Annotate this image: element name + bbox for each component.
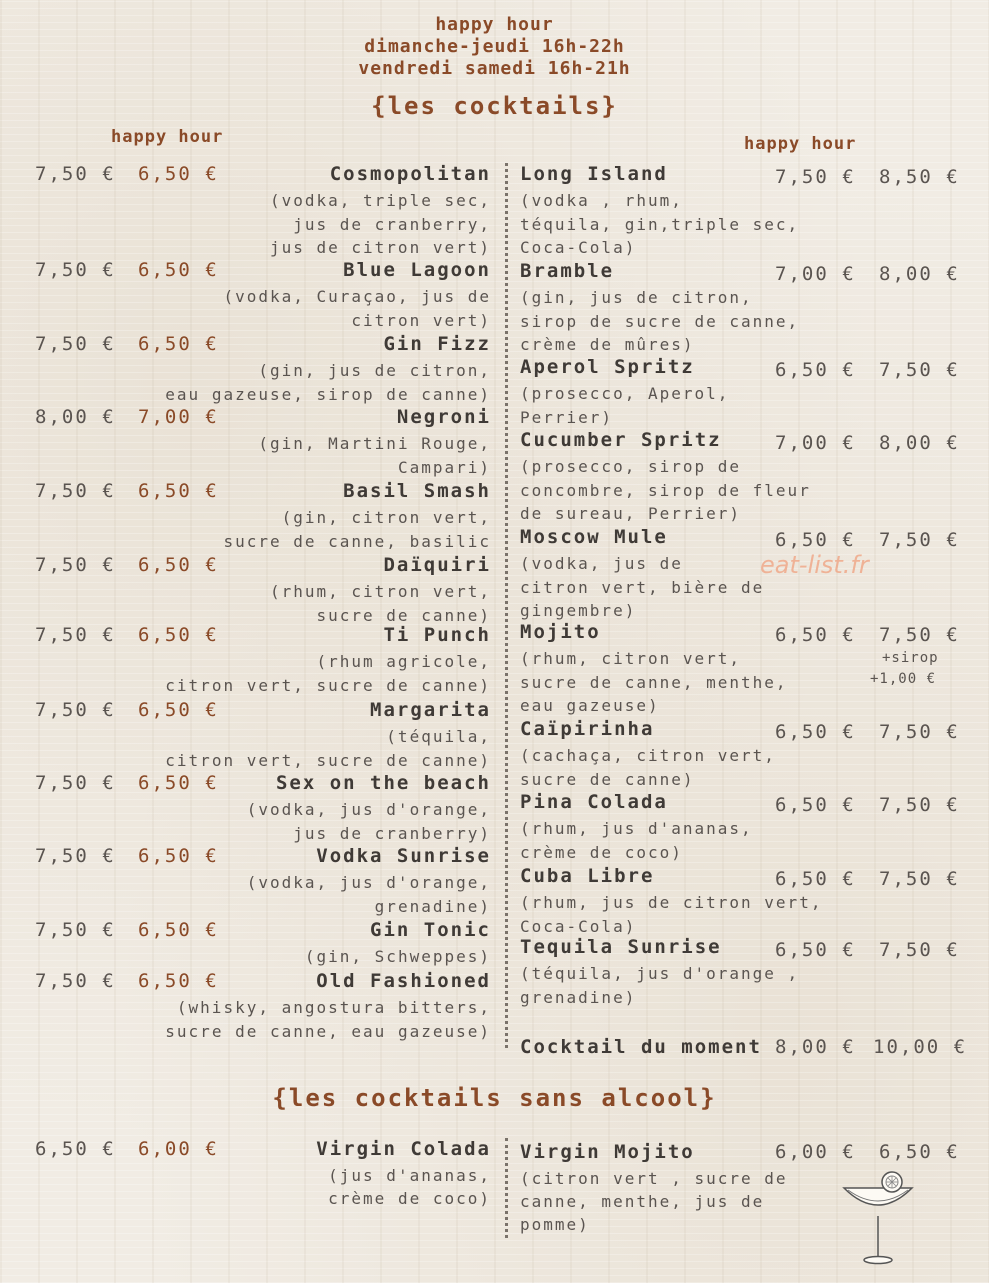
cocktail-description: (téquila, jus d'orange , [520,964,800,983]
cocktail-happy-price: 6,50 € [138,259,219,281]
cocktail-description: jus de cranberry, [293,214,491,234]
cocktail-name: Sex on the beach [275,772,491,794]
cocktail-happy-price: 6,50 € [138,772,219,794]
virgin-colada-desc-2: crème de coco) [328,1189,491,1208]
cocktail-price: 7,50 € [35,970,116,992]
cocktail-description: (gin, citron vert, [281,508,491,527]
cocktail-description: grenadine) [520,987,637,1007]
cocktail-happy-price: 6,50 € [138,480,219,502]
cocktail-description: (rhum, jus de citron vert, [520,893,823,912]
cocktail-happy-price: 7,00 € [138,406,219,428]
cocktail-description: grenadine) [374,896,491,916]
cocktail-price: 7,50 € [35,699,116,721]
cocktail-price: 8,00 € [879,432,960,454]
virgin-colada-happy-price: 6,00 € [138,1138,219,1160]
cocktail-price: 7,50 € [35,919,116,941]
cocktail-description: citron vert, bière de [520,577,765,597]
cocktail-name: Blue Lagoon [343,259,491,281]
cocktail-name: Ti Punch [383,624,491,646]
cocktail-name: Pina Colada [520,791,668,813]
cocktail-name: Caïpirinha [520,718,655,740]
syrup-extra-label: +sirop [882,650,939,666]
virgin-mojito-desc-1: (citron vert , sucre de [520,1169,788,1188]
cocktail-happy-price: 6,50 € [775,868,856,890]
cocktail-happy-price: 7,00 € [775,432,856,454]
cocktail-happy-price: 6,50 € [775,624,856,646]
cocktail-name: Tequila Sunrise [520,936,722,958]
cocktail-name: Gin Tonic [370,919,491,941]
cocktail-description: sucre de canne) [520,769,695,789]
cocktail-description: de sureau, Perrier) [520,504,742,523]
cocktail-description: crème de mûres) [520,335,695,354]
cocktail-description: concombre, sirop de fleur [520,480,811,500]
watermark-text: eat-list.fr [760,551,869,579]
moment-happy-price: 8,00 € [775,1036,856,1058]
cocktail-name: Aperol Spritz [520,356,695,378]
cocktail-description: (rhum, jus d'ananas, [520,819,753,838]
cocktail-name: Margarita [370,699,491,721]
cocktail-description: (vodka, triple sec, [269,191,491,210]
cocktail-description: (vodka, Curaçao, jus de [223,287,491,306]
virgin-colada-price: 6,50 € [35,1138,116,1160]
virgin-mojito-desc-3: pomme) [520,1215,590,1234]
cocktail-happy-price: 6,50 € [138,163,219,185]
happy-hour-column-label-right: happy hour [744,134,857,154]
cocktail-price: 7,50 € [879,939,960,961]
cocktail-description: Coca-Cola) [520,916,637,936]
column-divider [505,163,508,1048]
cocktail-happy-price: 6,50 € [775,721,856,743]
cocktail-price: 7,50 € [879,721,960,743]
happy-hour-days-2: vendredi samedi 16h-21h [358,58,631,79]
cocktail-happy-price: 6,50 € [138,845,219,867]
cocktail-description: (vodka , rhum, [520,191,683,210]
virgin-mojito-name: Virgin Mojito [520,1141,695,1163]
cocktail-name: Long Island [520,163,668,185]
virgin-colada-desc-1: (jus d'ananas, [328,1166,491,1185]
cocktail-price: 7,50 € [879,359,960,381]
cocktail-price: 7,50 € [879,529,960,551]
cocktail-price: 7,50 € [35,624,116,646]
cocktail-description: (cachaça, citron vert, [520,746,776,765]
cocktail-happy-price: 6,50 € [138,554,219,576]
cocktail-happy-price: 6,50 € [775,939,856,961]
cocktail-price: 7,50 € [35,259,116,281]
cocktail-name: Moscow Mule [520,526,668,548]
cocktail-price: 8,00 € [35,406,116,428]
cocktail-glass-icon [838,1170,918,1270]
cocktail-description: gingembre) [520,601,637,620]
section-title-sans-alcool: {les cocktails sans alcool} [272,1084,717,1112]
cocktail-name: Cuba Libre [520,865,655,887]
cocktail-happy-price: 6,50 € [138,333,219,355]
cocktail-name: Bramble [520,260,615,282]
section-title-cocktails: {les cocktails} [371,92,618,120]
cocktail-description: sirop de sucre de canne, [520,311,800,331]
cocktail-description: (whisky, angostura bitters, [176,998,491,1017]
cocktail-description: eau gazeuse) [520,696,660,715]
moment-name: Cocktail du moment [520,1036,762,1058]
cocktail-name: Negroni [396,406,491,428]
cocktail-name: Cosmopolitan [329,163,491,185]
virgin-mojito-price: 6,50 € [879,1141,960,1163]
cocktail-price: 7,50 € [879,624,960,646]
cocktail-happy-price: 6,50 € [138,970,219,992]
cocktail-name: Basil Smash [343,480,491,502]
cocktail-description: (prosecco, sirop de [520,457,742,476]
cocktail-description: jus de citron vert) [269,238,491,257]
cocktail-name: Vodka Sunrise [316,845,491,867]
cocktail-name: Gin Fizz [383,333,491,355]
cocktail-description: jus de cranberry) [293,823,491,843]
cocktail-price: 7,50 € [35,163,116,185]
cocktail-happy-price: 6,50 € [138,699,219,721]
cocktail-price: 8,50 € [879,166,960,188]
happy-hour-days-1: dimanche-jeudi 16h-22h [364,36,625,57]
cocktail-name: Daïquiri [383,554,491,576]
cocktail-price: 7,50 € [879,794,960,816]
cocktail-description: (téquila, [386,727,491,746]
cocktail-price: 7,50 € [35,845,116,867]
cocktail-description: (rhum, citron vert, [269,582,491,601]
cocktail-description: (vodka, jus de [520,554,683,573]
cocktail-price: 7,50 € [35,772,116,794]
virgin-mojito-happy-price: 6,00 € [775,1141,856,1163]
cocktail-description: sucre de canne, menthe, [520,672,788,692]
cocktail-price: 7,50 € [35,333,116,355]
cocktail-name: Old Fashioned [316,970,491,992]
cocktail-description: Perrier) [520,407,614,427]
cocktail-happy-price: 6,50 € [138,919,219,941]
cocktail-description: citron vert, sucre de canne) [165,675,491,695]
cocktail-description: (gin, jus de citron, [258,361,491,380]
moment-price: 10,00 € [873,1036,968,1058]
cocktail-description: (rhum, citron vert, [520,649,742,668]
cocktail-name: Cucumber Spritz [520,429,722,451]
cocktail-description: (gin, Martini Rouge, [258,434,491,453]
cocktail-description: citron vert, sucre de canne) [165,750,491,770]
cocktail-description: téquila, gin,triple sec, [520,214,800,234]
cocktail-description: (rhum agricole, [316,652,491,671]
cocktail-price: 7,50 € [879,868,960,890]
cocktail-description: Coca-Cola) [520,238,637,257]
virgin-mojito-desc-2: canne, menthe, jus de [520,1192,765,1211]
cocktail-description: sucre de canne, basilic [223,531,491,551]
cocktail-description: (vodka, jus d'orange, [246,873,491,892]
cocktail-price: 7,50 € [35,480,116,502]
cocktail-description: (prosecco, Aperol, [520,384,730,403]
cocktail-description: sucre de canne, eau gazeuse) [165,1021,491,1041]
cocktail-happy-price: 6,50 € [775,529,856,551]
column-divider-sans-alcool [505,1138,508,1238]
cocktail-description: (gin, Schweppes) [304,947,491,966]
cocktail-description: Campari) [397,457,491,477]
cocktail-price: 8,00 € [879,263,960,285]
happy-hour-column-label-left: happy hour [111,127,224,147]
cocktail-description: (gin, jus de citron, [520,288,753,307]
cocktail-happy-price: 6,50 € [138,624,219,646]
cocktail-price: 7,50 € [35,554,116,576]
cocktail-description: crème de coco) [520,842,683,862]
cocktail-happy-price: 6,50 € [775,794,856,816]
cocktail-description: citron vert) [351,310,491,330]
cocktail-happy-price: 7,50 € [775,166,856,188]
cocktail-happy-price: 6,50 € [775,359,856,381]
cocktail-happy-price: 7,00 € [775,263,856,285]
virgin-colada-name: Virgin Colada [316,1138,491,1160]
syrup-extra-price: +1,00 € [870,671,937,687]
cocktail-name: Mojito [520,621,601,643]
cocktail-description: eau gazeuse, sirop de canne) [165,384,491,404]
cocktail-description: sucre de canne) [316,605,491,625]
cocktail-description: (vodka, jus d'orange, [246,800,491,819]
happy-hour-title: happy hour [435,14,554,35]
